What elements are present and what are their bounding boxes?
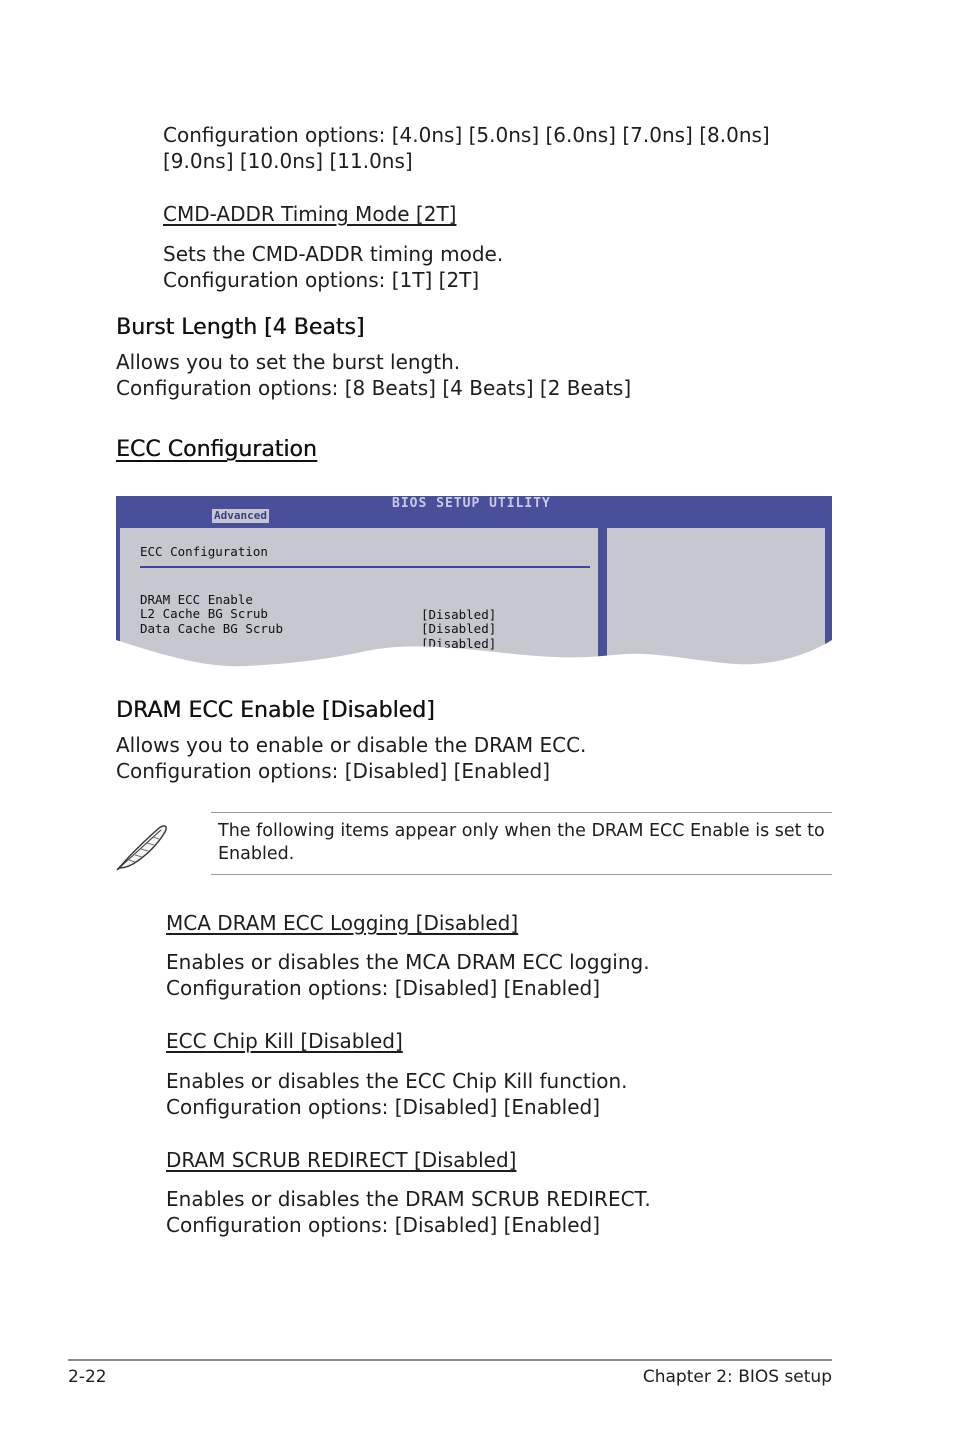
burst-length-description — [116, 349, 631, 401]
mca-line1: Enables or disables the MCA DRAM ECC logging. — [166, 950, 650, 974]
note-text — [218, 820, 825, 866]
scrub-line2: Configuration options: [Disabled] [Enabled] — [166, 1213, 601, 1237]
note-line2: Enabled. — [218, 844, 295, 864]
ecc-configuration-heading: ECC Configuration — [116, 437, 317, 462]
scrub-description — [166, 1186, 651, 1238]
bios-row-label: Data Cache BG Scrub — [140, 621, 283, 636]
mca-heading: MCA DRAM ECC Logging [Disabled] — [166, 911, 519, 935]
bios-row-value[interactable]: [Disabled] — [421, 636, 497, 651]
note-line1: The following items appear only when the DRAM ECC Enable is set to — [218, 821, 825, 841]
cmd-addr-line2: Configuration options: [1T] [2T] — [163, 268, 480, 292]
chapter-title: Chapter 2: BIOS setup — [642, 1367, 832, 1387]
bios-panel-header: ECC Configuration — [140, 544, 268, 559]
quill-icon — [115, 822, 169, 876]
scrub-heading: DRAM SCRUB REDIRECT [Disabled] — [166, 1148, 517, 1172]
chipkill-line2: Configuration options: [Disabled] [Enabled] — [166, 1095, 601, 1119]
torn-edge-decoration — [116, 496, 832, 672]
burst-line2: Configuration options: [8 Beats] [4 Beats] [2 Beats] — [116, 376, 632, 400]
burst-line1: Allows you to set the burst length. — [116, 350, 461, 374]
config-options-text — [163, 122, 770, 174]
bios-title: BIOS SETUP UTILITY — [392, 496, 551, 511]
cmd-addr-line1: Sets the CMD-ADDR timing mode. — [163, 242, 504, 266]
dram-ecc-enable-heading: DRAM ECC Enable [Disabled] — [116, 698, 435, 723]
bios-row-label: DRAM ECC Enable — [140, 592, 253, 607]
page-number: 2-22 — [68, 1367, 107, 1387]
note-bottom-rule — [211, 874, 832, 875]
bios-tab-advanced[interactable]: Advanced — [214, 509, 267, 522]
burst-length-heading: Burst Length [4 Beats] — [116, 315, 365, 340]
dram-ecc-line1: Allows you to enable or disable the DRAM ECC. — [116, 733, 587, 757]
bios-screenshot — [116, 496, 832, 672]
dram-ecc-description — [116, 732, 586, 784]
chipkill-line1: Enables or disables the ECC Chip Kill function. — [166, 1069, 628, 1093]
note-top-rule — [211, 812, 832, 813]
chipkill-description — [166, 1068, 628, 1120]
chipkill-heading: ECC Chip Kill [Disabled] — [166, 1029, 403, 1053]
config-options-line1: Configuration options: [4.0ns] [5.0ns] [6.0ns] [7.0ns] [8.0ns] — [163, 123, 770, 147]
mca-description — [166, 949, 650, 1001]
scrub-line1: Enables or disables the DRAM SCRUB REDIRECT. — [166, 1187, 651, 1211]
bios-row-label: L2 Cache BG Scrub — [140, 606, 268, 621]
dram-ecc-line2: Configuration options: [Disabled] [Enabled] — [116, 759, 551, 783]
config-options-line2: [9.0ns] [10.0ns] [11.0ns] — [163, 149, 413, 173]
cmd-addr-description — [163, 241, 503, 293]
footer-rule — [68, 1359, 832, 1361]
bios-row-value[interactable]: [Disabled] — [421, 621, 497, 636]
mca-line2: Configuration options: [Disabled] [Enabled] — [166, 976, 601, 1000]
cmd-addr-heading: CMD-ADDR Timing Mode [2T] — [163, 202, 457, 226]
bios-row-value[interactable]: [Disabled] — [421, 607, 497, 622]
